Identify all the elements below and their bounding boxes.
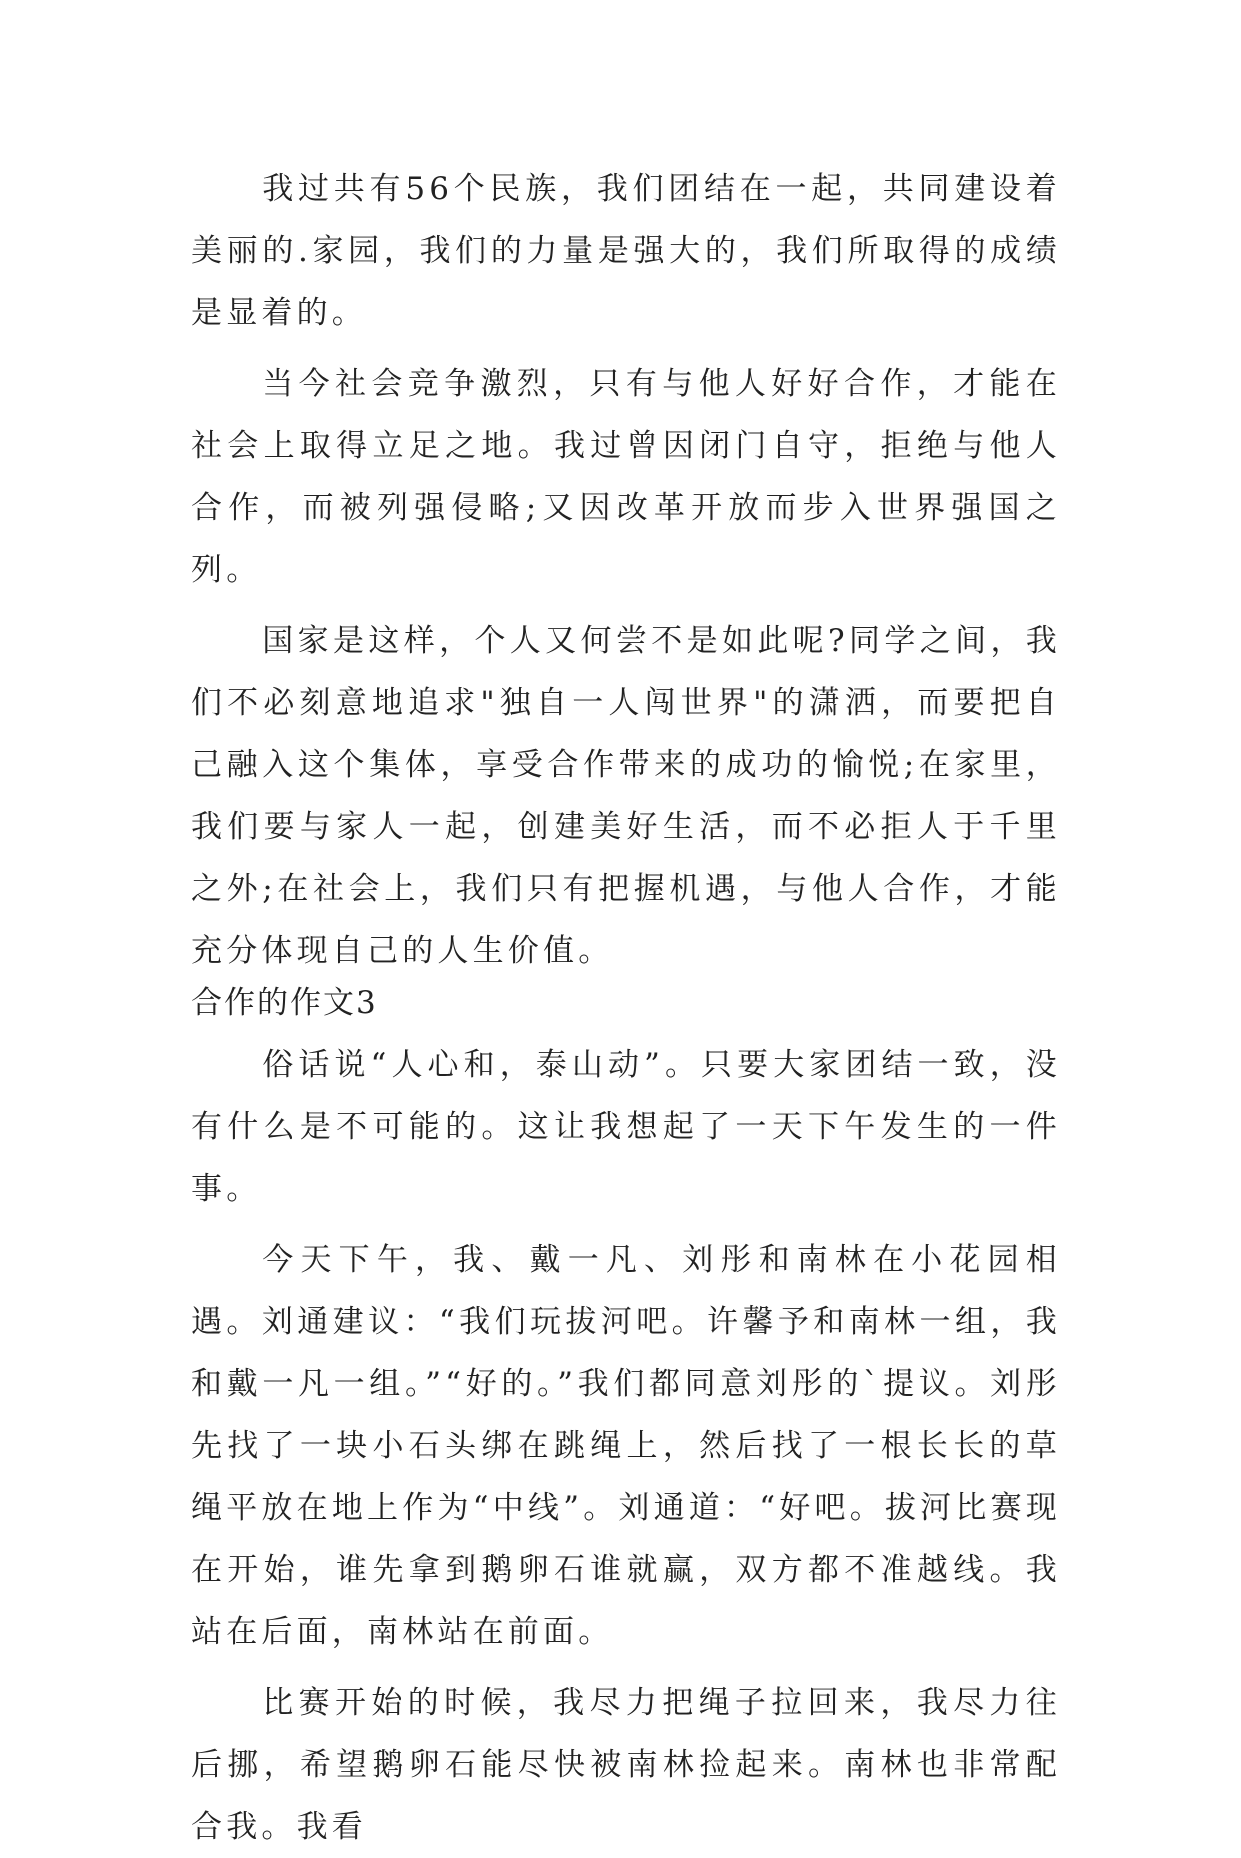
document-body: [191, 158, 1061, 1858]
paragraph-5: 今天下午，我、戴一凡、刘彤和南林在小花园相遇。刘通建议：“我们玩拔河吧。许馨予和南林一组，我和戴一凡一组。”“好的。”我们都同意刘彤的`提议。刘彤先找了一块小石头绑在跳绳上，然后找了一根长长的草绳平放在地上作为“中线”。刘通道：“好吧。拔河比赛现在开始，谁先拿到鹅卵石谁就赢，双方都不准越线。我站在后面，南林站在前面。: [191, 1242, 1061, 1650]
paragraph-1: 我过共有56个民族，我们团结在一起，共同建设着美丽的.家园，我们的力量是强大的，我们所取得的成绩是显着的。: [191, 171, 1061, 331]
paragraph-6: 比赛开始的时候，我尽力把绳子拉回来，我尽力往后挪，希望鹅卵石能尽快被南林捡起来。南林也非常配合我。我看: [191, 1685, 1061, 1845]
paragraph-2: 当今社会竞争激烈，只有与他人好好合作，才能在社会上取得立足之地。我过曾因闭门自守，拒绝与他人合作，而被列强侵略;又因改革开放而步入世界强国之列。: [191, 366, 1061, 588]
section-heading: 合作的作文3: [191, 985, 378, 1021]
paragraph-4: 俗话说“人心和，泰山动”。只要大家团结一致，没有什么是不可能的。这让我想起了一天下午发生的一件事。: [191, 1047, 1061, 1207]
paragraph-3: 国家是这样，个人又何尝不是如此呢?同学之间，我们不必刻意地追求"独自一人闯世界"的潇洒，而要把自己融入这个集体，享受合作带来的成功的愉悦;在家里，我们要与家人一起，创建美好生活，而不必拒人于千里之外;在社会上，我们只有把握机遇，与他人合作，才能充分体现自己的人生价值。: [191, 623, 1061, 969]
